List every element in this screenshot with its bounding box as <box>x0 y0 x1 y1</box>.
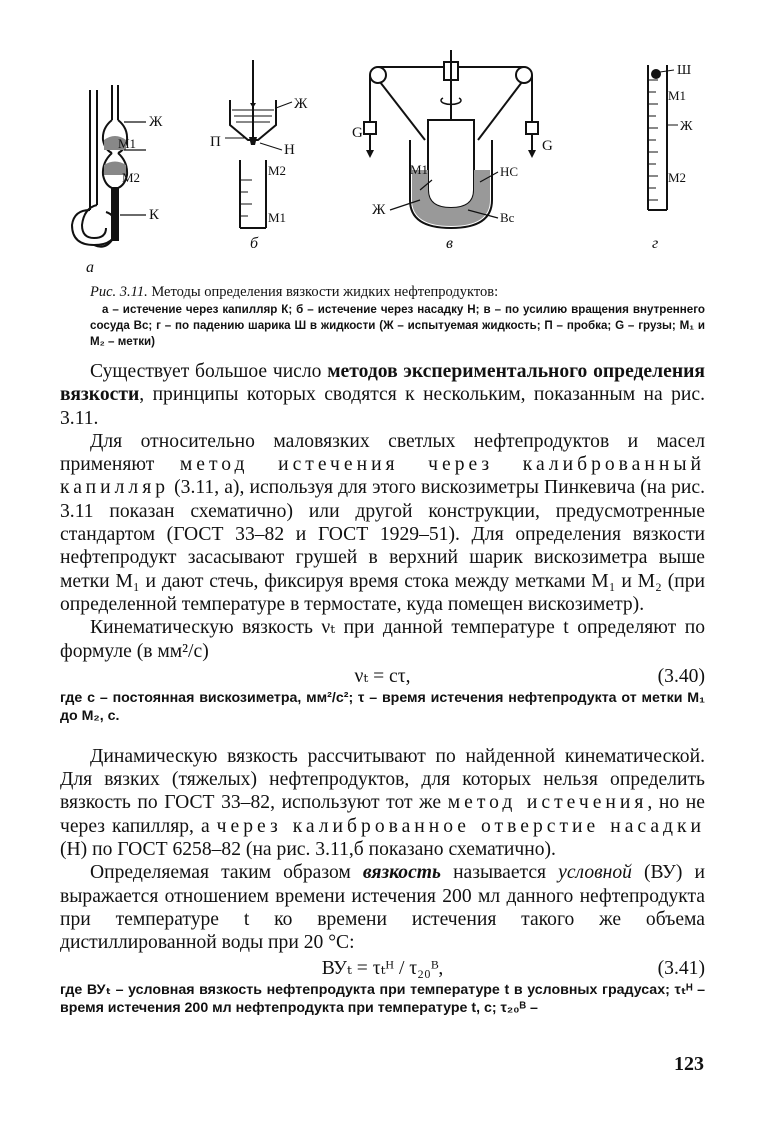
formula-3-40 <box>60 664 705 688</box>
label-a-sub: а <box>86 259 94 276</box>
label-v-g-left: G <box>352 125 363 141</box>
label-v-sub: в <box>446 235 453 252</box>
p5-term-viscosity: вязкость <box>362 862 441 884</box>
paragraph-2 <box>60 430 705 616</box>
label-g-m2: М2 <box>668 170 687 185</box>
paragraph-5 <box>60 861 705 954</box>
p4-text-e: (Н) по ГОСТ 6258–82 (на рис. 3.11,б показано схематично). <box>60 839 556 861</box>
figure-3-11 <box>60 50 710 280</box>
label-g-m1: М1 <box>668 88 687 103</box>
figure-v-rotational-viscometer <box>370 50 532 228</box>
formula-3-41 <box>60 956 705 980</box>
formula-3-41-expression: ВУₜ = τₜᴴ / τ₂₀ᴮ, <box>321 957 444 979</box>
label-a-k: К <box>149 207 160 223</box>
p5-text-c: называется <box>440 862 559 884</box>
label-b-zh: Ж <box>294 96 308 112</box>
label-b-m2: М2 <box>268 163 287 178</box>
p4-spaced-term-1: метод истечения <box>447 792 648 814</box>
p2-spaced-term: метод истечения через калиброванный капилляр <box>60 454 705 499</box>
label-v-vs: Вс <box>500 210 515 225</box>
label-b-n: Н <box>284 142 295 158</box>
label-a-m2: М2 <box>122 170 141 185</box>
body-text <box>60 360 705 1017</box>
p2-text-c: (3.11, а), используя для этого вискозиметры Пинкевича (на рис. 3.11 показан схематично) или другой конструкции, предусмотренные стандартом (ГОСТ 33–82 и ГОСТ 1929–51). Для определения вязкости нефтепродукт засасывают грушей в верхний шарик вискозиметра выше метки М₁ и дают стечь, фиксируя время стока между метками М₁ и М₂ (при определенной температуре в термостате, куда помещен вискозиметр). <box>60 477 705 615</box>
caption-body: а – истечение через капилляр К; б – истечение через насадку Н; в – по усилию вращения внутреннего сосуда Вс; г – по падению шарика Ш в жидкости (Ж – испытуемая жидкость; П – пробка; G – грузы; М₁ и М₂ – метки) <box>90 303 705 348</box>
label-v-g-right: G <box>542 138 553 154</box>
caption-title: Методы определения вязкости жидких нефтепродуктов: <box>151 284 499 300</box>
page-number: 123 <box>674 1053 704 1075</box>
p4-spaced-term-2: через калиброванное отверстие насадки <box>216 815 705 837</box>
label-g-zh: Ж <box>680 119 693 134</box>
p5-text-e: (ВУ) и выражается отношением времени истечения 200 мл данного нефтепродукта при температуре t ко времени истечения такого же объема дистиллированной воды при 20 °С: <box>60 862 705 954</box>
label-a-m1: М1 <box>118 136 137 151</box>
label-v-m1: М1 <box>410 162 429 177</box>
viscosity-methods-diagram <box>60 50 710 280</box>
p1-text-a: Существует большое число <box>90 361 328 382</box>
note-formula-3-40: где c – постоянная вискозиметра, мм²/с²; τ – время истечения нефтепродукта от метки М₁ до М₂, с. <box>60 689 705 724</box>
label-g-sub: г <box>652 235 659 252</box>
paragraph-4 <box>60 745 705 861</box>
label-g-sh: Ш <box>677 63 692 78</box>
label-v-zh: Ж <box>372 202 386 218</box>
p1-text-c: , принципы которых сводятся к нескольким, показанным на рис. 3.11. <box>60 384 705 429</box>
formula-3-40-expression: νₜ = cτ, <box>354 665 411 687</box>
p5-term-conditional: условной <box>558 862 632 884</box>
label-b-m1: М1 <box>268 210 287 225</box>
formula-3-40-number: (3.40) <box>657 665 705 687</box>
p4-text-c: , но не через капилляр, а <box>60 792 705 837</box>
paragraph-3: Кинематическую вязкость νₜ при данной температуре t определяют по формуле (в мм²/с) <box>60 617 705 662</box>
note-formula-3-41: где ВУₜ – условная вязкость нефтепродукта при температуре t в условных градусах; τₜᴴ – время истечения 200 мл нефтепродукта при температуре t, с; τ₂₀ᴮ – <box>60 981 705 1016</box>
p1-bold-term: методов экспериментального определения вязкости <box>60 361 705 406</box>
figure-caption <box>90 283 705 350</box>
label-b-sub: б <box>250 235 259 252</box>
formula-3-41-number: (3.41) <box>657 957 705 979</box>
caption-label: Рис. 3.11. <box>90 284 148 300</box>
label-b-p: П <box>210 134 221 150</box>
caption-title-line <box>90 283 705 302</box>
p2-text-a: Для относительно маловязких светлых нефтепродуктов и масел применяют <box>60 430 705 476</box>
p4-text-a: Динамическую вязкость рассчитывают по найденной кинематической. Для вязких (тяжелых) нефтепродуктов, для которых нельзя определить вязкость по ГОСТ 33–82, используют тот же <box>60 745 705 814</box>
p5-text-a: Определяемая таким образом <box>90 862 363 884</box>
paragraph-1 <box>60 360 705 430</box>
label-a-zh: Ж <box>149 114 163 130</box>
label-v-ns: НС <box>500 164 519 179</box>
